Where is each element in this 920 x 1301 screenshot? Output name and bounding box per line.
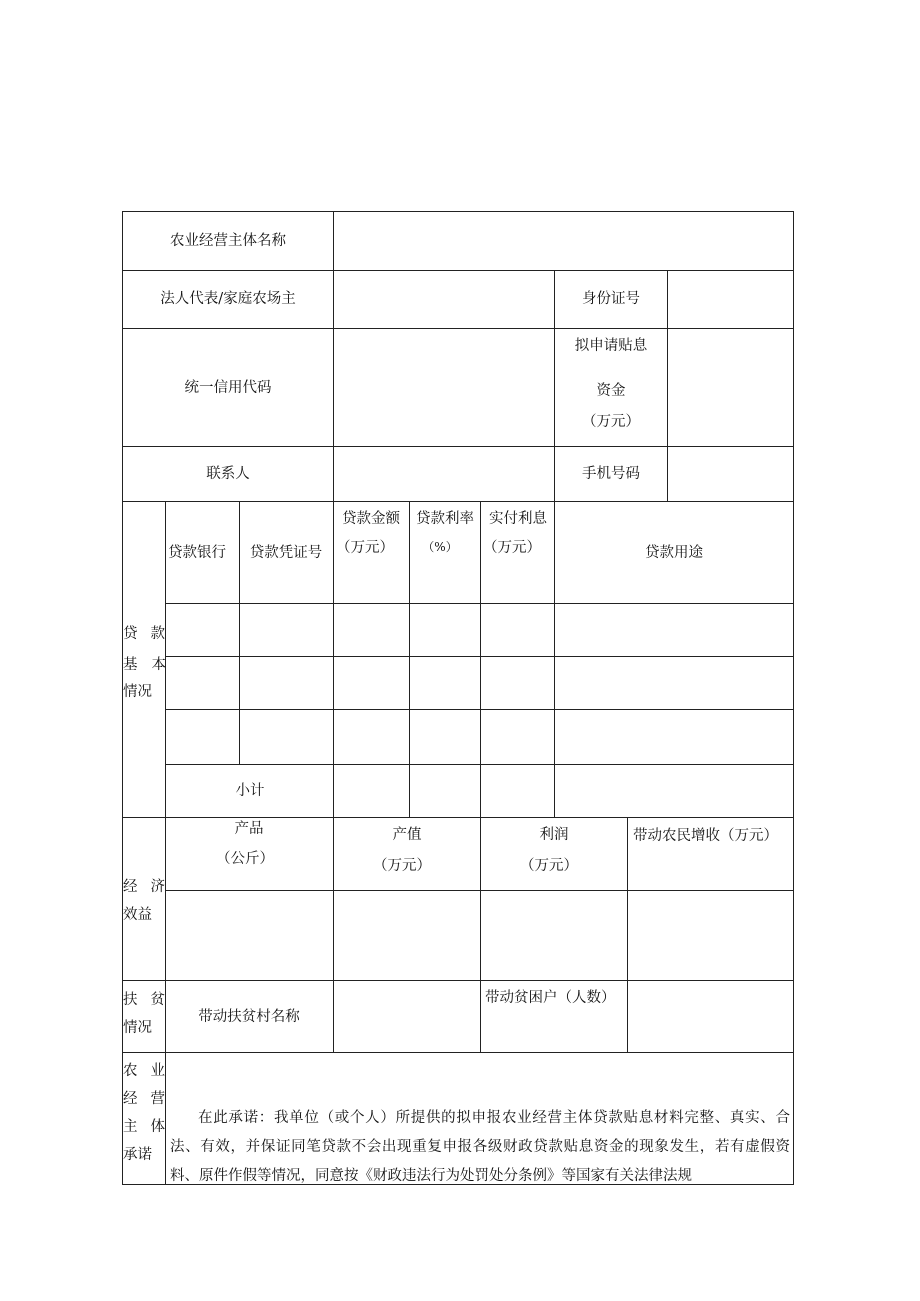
economic-section-label-line2: 效益 [123,907,152,923]
profit-unit: （万元） [520,858,578,874]
subtotal-interest-cell[interactable] [481,765,554,817]
entity-name-label: 农业经营主体名称 [170,233,286,249]
grid-line [122,501,794,502]
id-number-label: 身份证号 [582,291,640,307]
commitment-section-label-line2: 经 营 [123,1091,165,1107]
village-name-label: 带动扶贫村名称 [198,1009,300,1025]
loan-amount-cell[interactable] [334,657,409,709]
output-value-cell[interactable] [334,891,480,980]
subtotal-rate-cell[interactable] [410,765,480,817]
loan-amount-cell[interactable] [334,604,409,656]
loan-purpose-cell[interactable] [555,604,793,656]
households-label: 带动贫困户（人数） [485,990,616,1006]
loan-amount-cell[interactable] [334,710,409,764]
grid-line [122,817,794,818]
profit-cell[interactable] [481,891,627,980]
loan-bank-cell[interactable] [166,710,239,764]
commitment-section-label-line1: 农 业 [123,1063,165,1079]
phone-field[interactable] [668,447,793,501]
output-value-header: 产值 [392,827,422,843]
profit-header: 利润 [539,827,569,843]
loan-rate-cell[interactable] [410,710,480,764]
output-value-unit: （万元） [373,858,431,874]
loan-voucher-cell[interactable] [240,657,333,709]
loan-rate-header: 贷款利率 [416,511,474,527]
farmer-income-cell[interactable] [628,891,793,980]
id-number-field[interactable] [668,271,793,328]
subtotal-amount-cell[interactable] [334,765,409,817]
commitment-text: 在此承诺：我单位（或个人）所提供的拟申报农业经营主体贷款贴息材料完整、真实、合法、有效，并保证同笔贷款不会出现重复申报各级财政贷款贴息资金的现象发生，若有虚假资料、原件作假等情况，同意按《财政违法行为处罚处分条例》等国家有关法律法规 [170,1110,790,1184]
product-cell[interactable] [166,891,333,980]
loan-section-label-line3: 情况 [123,684,152,700]
loan-bank-cell[interactable] [166,604,239,656]
loan-voucher-cell[interactable] [240,710,333,764]
contact-label: 联系人 [206,466,250,482]
phone-label: 手机号码 [582,466,640,482]
loan-rate-cell[interactable] [410,657,480,709]
subtotal-purpose-cell[interactable] [555,765,793,817]
loan-rate-cell[interactable] [410,604,480,656]
economic-section-label-line1: 经 济 [123,879,165,895]
poverty-section-label-line1: 扶 贫 [123,992,165,1008]
subsidy-label-line1: 拟申请贴息 [574,338,648,354]
loan-voucher-cell[interactable] [240,604,333,656]
loan-section-label-line1: 贷 款 [123,626,165,642]
commitment-section-label-line4: 承诺 [123,1147,152,1163]
credit-code-field[interactable] [334,329,554,446]
entity-name-field[interactable] [334,212,793,270]
households-field[interactable] [628,981,793,1052]
loan-purpose-header: 贷款用途 [645,545,703,561]
subsidy-label-line2: 资金 [596,383,626,399]
grid-line [122,1052,794,1053]
loan-voucher-header: 贷款凭证号 [249,545,323,561]
loan-interest-header: 实付利息 [489,511,547,527]
subtotal-label: 小计 [235,783,265,799]
loan-rate-unit: （%） [422,540,458,554]
loan-purpose-cell[interactable] [555,657,793,709]
loan-purpose-cell[interactable] [555,710,793,764]
grid-line [554,270,555,501]
product-header: 产品 [234,821,264,837]
contact-field[interactable] [334,447,554,501]
legal-rep-label: 法人代表/家庭农场主 [160,291,296,307]
village-name-field[interactable] [334,981,480,1052]
loan-section-label-line2: 基本 [123,657,180,673]
commitment-section-label-line3: 主 体 [123,1119,165,1135]
loan-interest-unit: （万元） [483,540,541,556]
loan-interest-cell[interactable] [481,657,554,709]
credit-code-label: 统一信用代码 [184,380,272,396]
product-unit: （公斤） [216,851,274,867]
subsidy-label-line3: （万元） [582,414,640,430]
poverty-section-label-line2: 情况 [123,1020,152,1036]
loan-amount-unit: （万元） [336,540,394,556]
loan-interest-cell[interactable] [481,710,554,764]
loan-bank-header: 贷款银行 [168,545,226,561]
loan-amount-header: 贷款金额 [342,511,400,527]
legal-rep-field[interactable] [334,271,554,328]
farmer-income-header: 带动农民增收（万元） [633,828,778,844]
loan-interest-cell[interactable] [481,604,554,656]
subsidy-amount-field[interactable] [668,329,793,446]
